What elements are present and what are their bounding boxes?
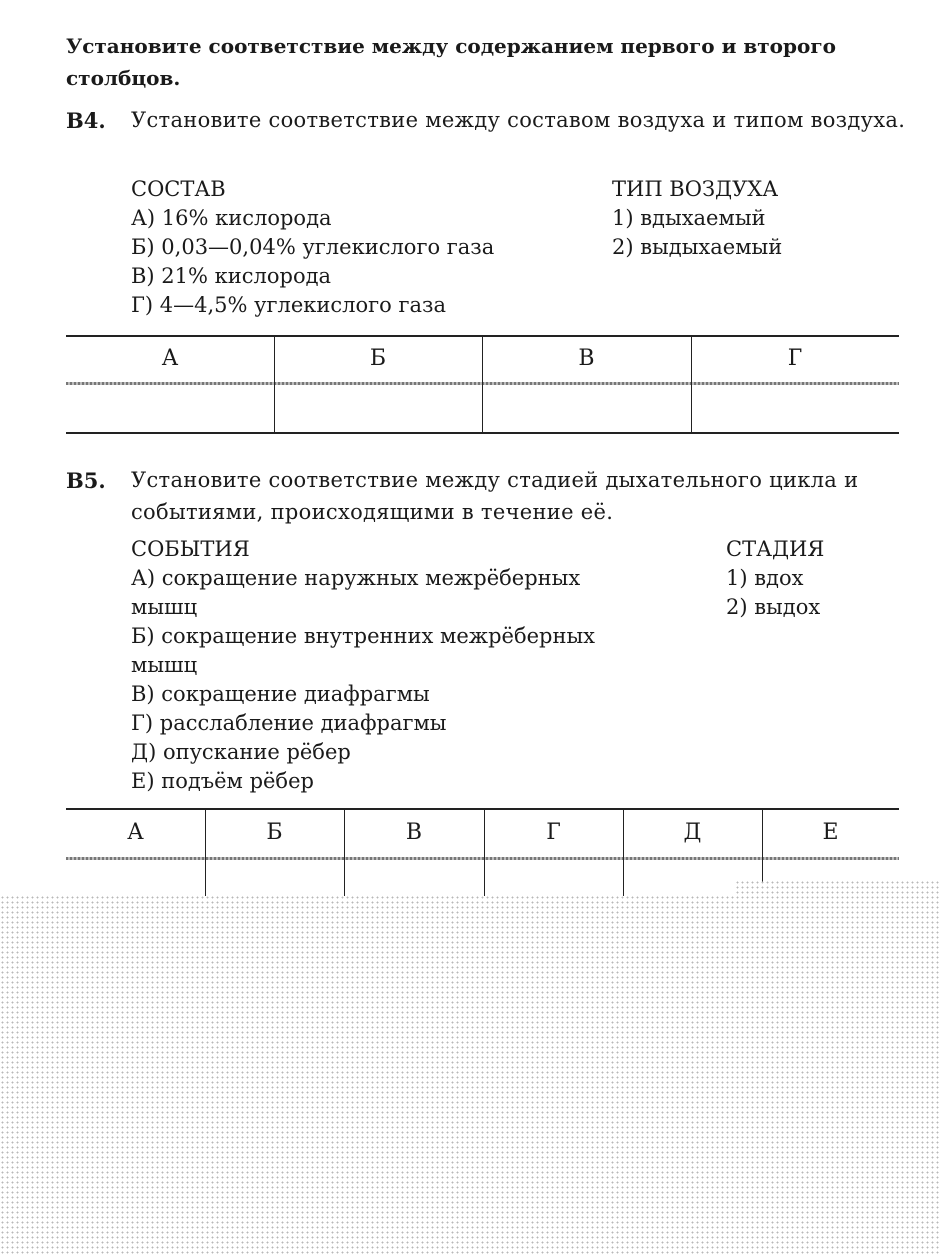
- list-item: Г) расслабление диафрагмы: [131, 711, 447, 735]
- dotted-background: [735, 880, 941, 895]
- b5-right-column: [726, 535, 824, 622]
- list-item: Г) 4—4,5% углекислого газа: [131, 293, 446, 317]
- list-item: В) сокращение диафрагмы: [131, 682, 430, 706]
- question-b4-number: B4.: [66, 108, 106, 133]
- question-b4-text: Установите соответствие между составом воздуха и типом воздуха.: [131, 108, 906, 132]
- table-header: А: [127, 820, 144, 845]
- b4-right-column: [612, 175, 782, 262]
- table-header: Б: [266, 820, 283, 845]
- instructions: Установите соответствие между содержанием первого и второго столбцов.: [66, 34, 836, 90]
- b5-left-column: [131, 535, 595, 796]
- column-header: ТИП ВОЗДУХА: [612, 177, 779, 201]
- list-item: Б) сокращение внутренних межрёберных: [131, 624, 596, 648]
- table-header: А: [161, 346, 179, 371]
- table-header: Е: [822, 820, 839, 845]
- list-item: 1) вдыхаемый: [612, 206, 766, 230]
- list-item: В) 21% кислорода: [131, 264, 332, 288]
- table-header: В: [405, 820, 423, 845]
- table-header: Г: [787, 346, 803, 371]
- list-item: мышц: [131, 653, 198, 677]
- question-b5-text: Установите соответствие между стадией дыхательного цикла и событиями, происходящими в течение её.: [131, 468, 859, 524]
- table-header: В: [578, 346, 595, 371]
- list-item: 2) выдох: [726, 595, 821, 619]
- list-item: А) 16% кислорода: [131, 206, 332, 230]
- dotted-background: [0, 895, 941, 1255]
- table-header: Д: [683, 820, 702, 845]
- column-header: СОСТАВ: [131, 177, 226, 201]
- list-item: А) сокращение наружных межрёберных: [131, 566, 581, 590]
- list-item: 1) вдох: [726, 566, 804, 590]
- list-item: Д) опускание рёбер: [131, 740, 351, 764]
- list-item: мышц: [131, 595, 198, 619]
- list-item: 2) выдыхаемый: [612, 235, 783, 259]
- table-header: Б: [369, 346, 387, 371]
- question-b5-number: B5.: [66, 468, 106, 493]
- column-header: СТАДИЯ: [726, 537, 825, 561]
- table-header: Г: [546, 820, 561, 845]
- list-item: Е) подъём рёбер: [131, 769, 314, 793]
- column-header: СОБЫТИЯ: [131, 537, 250, 561]
- b4-left-column: [131, 175, 494, 320]
- list-item: Б) 0,03—0,04% углекислого газа: [131, 235, 495, 259]
